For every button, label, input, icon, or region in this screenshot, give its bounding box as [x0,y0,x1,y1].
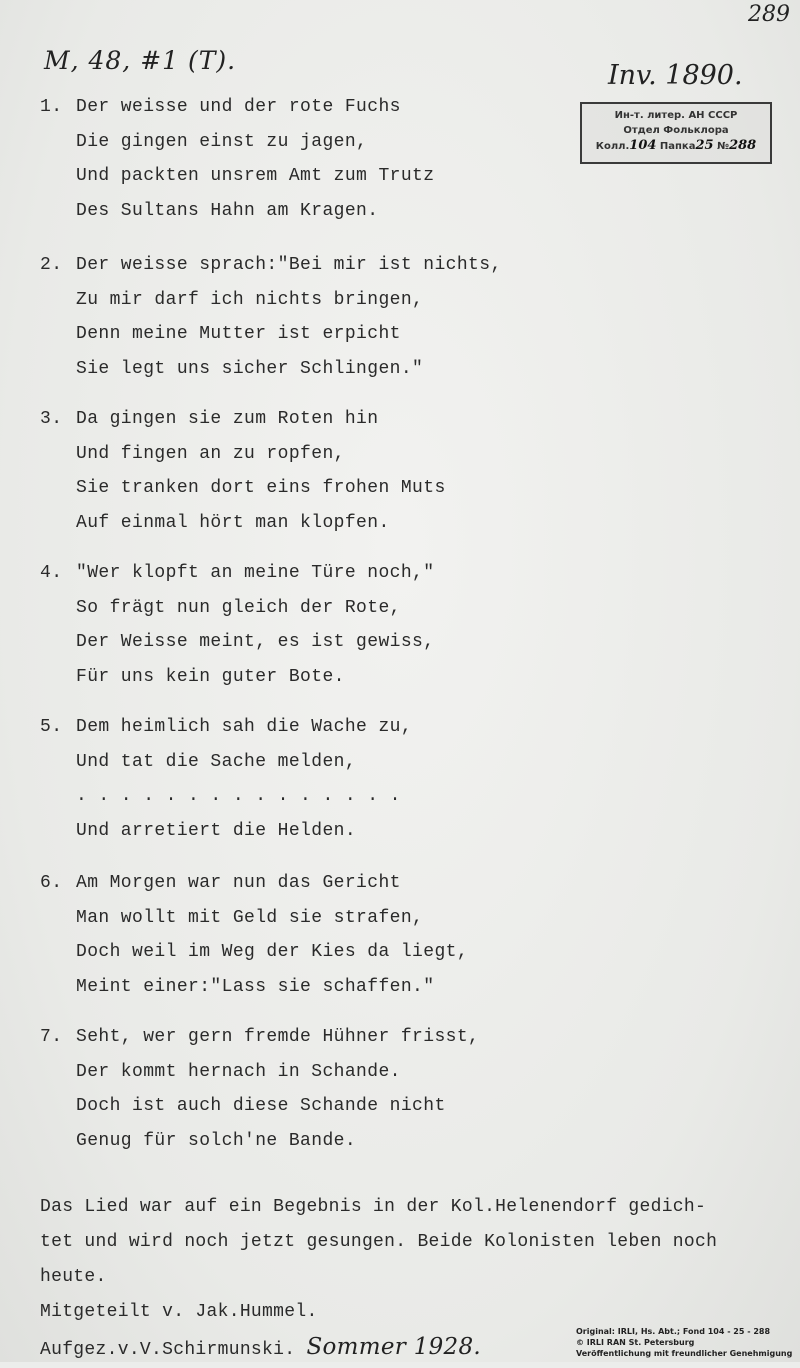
inventory-note: Inv. 1890. [608,60,743,91]
verse-line: Und tat die Sache melden, [76,751,357,772]
footer-line-permission: Veröffentlichung mit freundlicher Genehmigung [576,1349,793,1358]
verse-line: Und packten unsrem Amt zum Trutz [76,166,435,186]
stanza-number: 5. [40,717,63,737]
verse-line: Sie tranken dort eins frohen Muts [76,478,446,498]
verse-line: Seht, wer gern fremde Hühner frisst, [76,1027,480,1047]
stanza-number: 2. [40,255,63,275]
verse-line: Und arretiert die Helden. [76,820,357,841]
verse-line: Genug für solch'ne Bande. [76,1130,357,1151]
stanza-6 [40,866,468,1004]
stanza-number: 7. [40,1027,63,1047]
verse-line: Man wollt mit Geld sie strafen, [76,907,424,928]
stanza-7 [40,1020,479,1158]
verse-line: Zu mir darf ich nichts bringen, [76,289,424,310]
note-line: tet und wird noch jetzt gesungen. Beide Kolonisten leben noch [40,1232,718,1252]
verse-line: Da gingen sie zum Roten hin [76,409,379,429]
stamp-collection-label: Колл. [595,141,630,152]
stamp-collection-number: 104 [629,138,657,153]
verse-line: Meint einer:"Lass sie schaffen." [76,976,435,997]
verse-line: Und fingen an zu ropfen, [76,443,345,464]
footer-line-copyright: © IRLI RAN St. Petersburg [576,1338,695,1347]
handwritten-date: Sommer 1928. [306,1334,482,1360]
stanza-1 [40,90,434,228]
verse-line: "Wer klopft an meine Türe noch," [76,563,435,583]
stanza-number: 6. [40,873,63,893]
stanza-number: 3. [40,409,63,429]
omission-dots: . . . . . . . . . . . . . . . [76,786,401,806]
stamp-folder-number: 25 [695,138,714,153]
verse-line: Der Weisse meint, es ist gewiss, [76,632,435,652]
verse-line: Doch weil im Weg der Kies da liegt, [76,942,469,962]
stamp-line-department: Отдел Фольклора [623,125,729,136]
verse-line: Der kommt hernach in Schande. [76,1061,401,1082]
verse-line: Dem heimlich sah die Wache zu, [76,717,413,737]
stanza-4 [40,556,434,694]
archive-code: M, 48, #1 (T). [44,46,237,75]
archive-footer [576,1326,792,1359]
stamp-line-institute: Ин-т. литер. АН СССР [614,110,738,121]
verse-line: Auf einmal hört man klopfen. [76,512,390,533]
verse-line: So frägt nun gleich der Rote, [76,597,401,618]
verse-line: Denn meine Mutter ist erpicht [76,324,401,344]
stamp-item-number: 288 [729,138,757,153]
verse-line: Des Sultans Hahn am Kragen. [76,200,379,221]
page-number: 289 [748,2,790,27]
note-line: Das Lied war auf ein Begebnis in der Kol.Helenendorf gedich- [40,1197,707,1217]
verse-line: Am Morgen war nun das Gericht [76,873,401,893]
archive-stamp [580,102,772,164]
stanza-3 [40,402,446,540]
verse-line: Sie legt uns sicher Schlingen." [76,358,424,379]
footer-line-source: Original: IRLI, Hs. Abt.; Fond 104 - 25 - 288 [576,1327,771,1336]
stanza-5 [40,710,412,848]
collector-name: Aufgez.v.V.Schirmunski. [40,1340,296,1360]
verse-line: Der weisse sprach:"Bei mir ist nichts, [76,255,502,275]
stanza-number: 1. [40,97,63,117]
stamp-item-label: № [717,141,730,152]
verse-line: Der weisse und der rote Fuchs [76,97,401,117]
verse-line: Doch ist auch diese Schande nicht [76,1096,446,1116]
stamp-folder-label: Папка [659,141,696,152]
stanza-number: 4. [40,563,63,583]
note-line: heute. [40,1267,107,1287]
verse-line: Die gingen einst zu jagen, [76,131,368,152]
stamp-line-reference [582,138,770,154]
stanza-2 [40,248,502,386]
informant-line: Mitgeteilt v. Jak.Hummel. [40,1302,318,1322]
verse-line: Für uns kein guter Bote. [76,666,345,687]
